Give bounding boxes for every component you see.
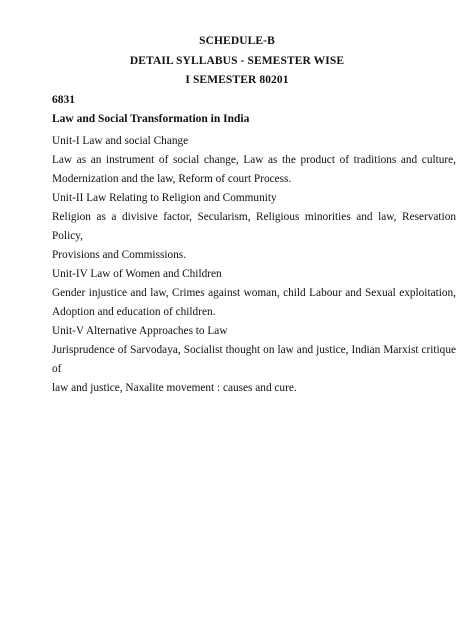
unit-description-line: Religion as a divisive factor, Secularism, Religious minorities and law, Reservation Policy, bbox=[52, 211, 456, 242]
course-code: 6831 bbox=[52, 94, 75, 106]
schedule-heading: SCHEDULE-B bbox=[199, 35, 275, 47]
unit-title: Unit-V Alternative Approaches to Law bbox=[52, 325, 228, 337]
units-list bbox=[52, 132, 456, 398]
unit-block bbox=[52, 132, 456, 189]
unit-description-line: law and justice, Naxalite movement : causes and cure. bbox=[52, 382, 297, 394]
unit-title: Unit-IV Law of Women and Children bbox=[52, 268, 222, 280]
unit-description-line: Jurisprudence of Sarvodaya, Socialist thought on law and justice, Indian Marxist critique of bbox=[52, 344, 456, 375]
unit-title: Unit-II Law Relating to Religion and Community bbox=[52, 192, 277, 204]
unit-description-line: Modernization and the law, Reform of court Process. bbox=[52, 173, 292, 185]
unit-description-line: Provisions and Commissions. bbox=[52, 249, 187, 261]
unit-title: Unit-I Law and social Change bbox=[52, 135, 189, 147]
unit-description bbox=[52, 208, 456, 265]
course-name: Law and Social Transformation in India bbox=[52, 113, 250, 125]
unit-block bbox=[52, 322, 456, 398]
unit-description bbox=[52, 284, 456, 322]
unit-description bbox=[52, 151, 456, 189]
syllabus-title: DETAIL SYLLABUS - SEMESTER WISE bbox=[129, 55, 345, 67]
unit-block bbox=[52, 265, 456, 322]
unit-description-line: Law as an instrument of social change, Law as the product of traditions and culture, bbox=[52, 154, 456, 166]
semester-heading: I SEMESTER 80201 bbox=[185, 74, 289, 86]
unit-description-line: Adoption and education of children. bbox=[52, 306, 216, 318]
unit-description bbox=[52, 341, 456, 398]
unit-description-line: Gender injustice and law, Crimes against woman, child Labour and Sexual exploitation, bbox=[52, 287, 456, 299]
unit-block bbox=[52, 189, 456, 265]
